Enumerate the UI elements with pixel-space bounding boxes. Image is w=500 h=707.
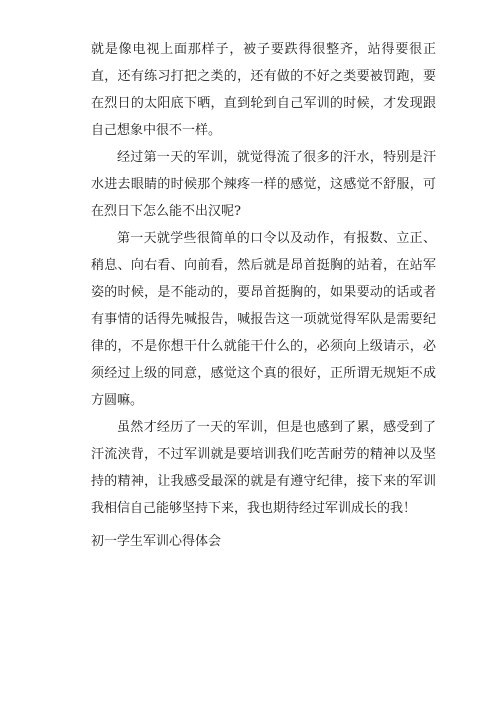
text-line: 经过第一天的军训，就觉得流了很多的汗水，特别是汗水进去眼 xyxy=(91,150,436,192)
paragraph-4 xyxy=(91,414,436,522)
document-body xyxy=(91,36,436,522)
text-line: 必须向上级请示，必须经过上级的同意，感觉这个真的很好，正所谓 xyxy=(91,339,436,381)
text-line: 习打把之类的，还有做的不好之类要被罚跑，要在烈日的太阳底下晒， xyxy=(91,69,436,111)
text-line: 最深的就是有遵守纪律，接下来的军训我相信自己能够坚持下来，我 xyxy=(91,474,436,516)
paragraph-1 xyxy=(91,36,436,144)
text-line: 也期待经过军训成长的我！ xyxy=(260,501,417,516)
text-line: 就是像电视上面那样子，被子要跌得很整齐，站得要很正直，还有练 xyxy=(91,42,436,84)
paragraph-2 xyxy=(91,144,436,225)
text-line: 直到轮到自己军训的时候，才发现跟自己想象中很不一样。 xyxy=(91,96,436,138)
text-line: 右看、向前看，然后就是昂首挺胸的站着，在站军姿的时候，是不能 xyxy=(91,258,436,300)
text-line: 不过军训就是要培训我们吃苦耐劳的精神以及坚持的精神，让我感受 xyxy=(91,447,436,489)
text-line: 出汉呢? xyxy=(195,204,241,219)
text-line: 无规矩不成方圆嘛。 xyxy=(91,366,436,408)
text-line: 睛的时候那个辣疼一样的感觉，这感觉不舒服，可在烈日下怎么能不 xyxy=(91,177,436,219)
section-title: 初一学生军训心得体会 xyxy=(91,534,222,549)
text-line: 第一天就学些很简单的口令以及动作，有报数、立正、稍息、向 xyxy=(91,231,436,273)
text-line: 动的，要昂首挺胸的，如果要动的话或者有事情的话得先喊报告，喊 xyxy=(91,285,436,327)
text-line: 报告这一项就觉得军队是需要纪律的，不是你想干什么就能干什么的， xyxy=(91,312,436,354)
text-line: 虽然才经历了一天的军训，但是也感到了累，感受到了汗流浃背， xyxy=(91,420,436,462)
paragraph-3 xyxy=(91,225,436,414)
